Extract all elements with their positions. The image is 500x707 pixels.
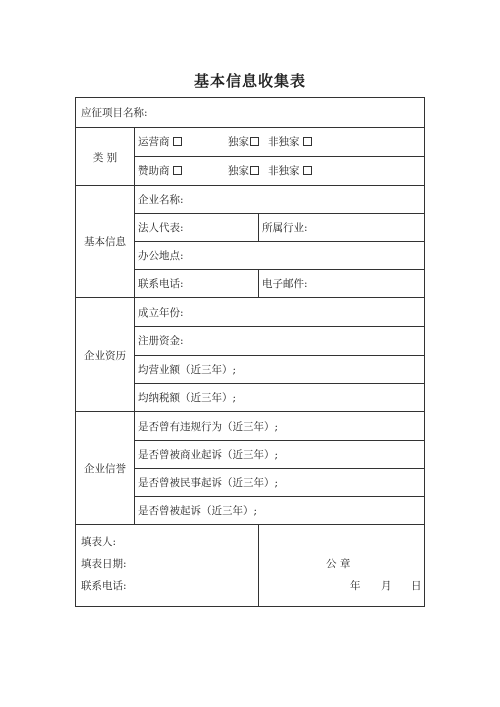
basic-divider-1 bbox=[134, 213, 424, 214]
rep-divider-2 bbox=[134, 468, 424, 469]
sponsor-option[interactable] bbox=[138, 165, 182, 177]
category-section bbox=[76, 128, 424, 186]
basic-info-label: 基本信息 bbox=[84, 236, 126, 248]
operator-nonexclusive-option[interactable] bbox=[268, 136, 312, 148]
operator-label: 运营商 bbox=[138, 136, 170, 148]
category-divider bbox=[134, 156, 424, 157]
seal-label: 公 章 bbox=[326, 558, 351, 570]
operator-exclusive-option[interactable] bbox=[228, 136, 259, 148]
revenue-field[interactable]: 均营业额（近三年）; bbox=[138, 364, 237, 376]
qualification-section bbox=[76, 298, 424, 412]
rep-divider-1 bbox=[134, 440, 424, 441]
qual-divider-1 bbox=[134, 326, 424, 327]
sponsor-exclusive-checkbox[interactable] bbox=[250, 166, 259, 175]
civil-suit-field[interactable]: 是否曾被民事起诉（近三年）; bbox=[138, 477, 279, 489]
rep-divider-3 bbox=[134, 496, 424, 497]
legal-rep-field[interactable]: 法人代表: bbox=[138, 222, 184, 234]
sponsor-nonexclusive-label: 非独家 bbox=[268, 165, 300, 177]
category-label: 类 别 bbox=[92, 152, 118, 164]
sponsor-checkbox[interactable] bbox=[173, 166, 182, 175]
sponsor-label: 赞助商 bbox=[138, 165, 170, 177]
project-name-row[interactable] bbox=[76, 98, 424, 128]
qual-divider-3 bbox=[134, 383, 424, 384]
operator-nonexclusive-checkbox[interactable] bbox=[303, 137, 312, 146]
operator-option[interactable] bbox=[138, 136, 182, 148]
capital-field[interactable]: 注册资金: bbox=[138, 335, 184, 347]
qualification-label: 企业资历 bbox=[84, 350, 126, 362]
project-name-label: 应征项目名称: bbox=[81, 107, 148, 119]
seal-day: 日 bbox=[411, 580, 422, 592]
basic-divider-2 bbox=[134, 241, 424, 242]
filler-field[interactable]: 填表人: bbox=[81, 536, 117, 548]
sponsor-exclusive-label: 独家 bbox=[228, 165, 249, 177]
basic-divider-3 bbox=[134, 269, 424, 270]
sponsor-nonexclusive-checkbox[interactable] bbox=[303, 166, 312, 175]
violation-field[interactable]: 是否曾有违规行为（近三年）; bbox=[138, 421, 279, 433]
phone-field[interactable]: 联系电话: bbox=[138, 278, 184, 290]
sponsor-exclusive-option[interactable] bbox=[228, 165, 259, 177]
seal-month: 月 bbox=[381, 580, 392, 592]
operator-checkbox[interactable] bbox=[173, 137, 182, 146]
sued-field[interactable]: 是否曾被起诉（近三年）; bbox=[138, 505, 258, 517]
footer-phone-field[interactable]: 联系电话: bbox=[81, 580, 127, 592]
operator-exclusive-checkbox[interactable] bbox=[250, 137, 259, 146]
email-field[interactable]: 电子邮件: bbox=[262, 278, 308, 290]
basic-split-2 bbox=[258, 270, 259, 298]
fill-date-field[interactable]: 填表日期: bbox=[81, 558, 127, 570]
reputation-section bbox=[76, 412, 424, 525]
sponsor-nonexclusive-option[interactable] bbox=[268, 165, 312, 177]
industry-field[interactable]: 所属行业: bbox=[262, 222, 308, 234]
form-title: 基本信息收集表 bbox=[193, 72, 306, 90]
info-form bbox=[75, 97, 425, 607]
office-field[interactable]: 办公地点: bbox=[138, 250, 184, 262]
founded-field[interactable]: 成立年份: bbox=[138, 307, 184, 319]
reputation-label: 企业信誉 bbox=[84, 463, 126, 475]
seal-year: 年 bbox=[350, 580, 361, 592]
company-name-field[interactable]: 企业名称: bbox=[138, 194, 184, 206]
qual-divider-2 bbox=[134, 355, 424, 356]
tax-field[interactable]: 均纳税额（近三年）; bbox=[138, 392, 237, 404]
basic-info-section bbox=[76, 186, 424, 298]
operator-nonexclusive-label: 非独家 bbox=[268, 136, 300, 148]
footer-divider bbox=[258, 525, 259, 606]
label-column-divider bbox=[134, 128, 135, 525]
operator-exclusive-label: 独家 bbox=[228, 136, 249, 148]
commercial-suit-field[interactable]: 是否曾被商业起诉（近三年）; bbox=[138, 449, 279, 461]
basic-split-1 bbox=[258, 214, 259, 241]
